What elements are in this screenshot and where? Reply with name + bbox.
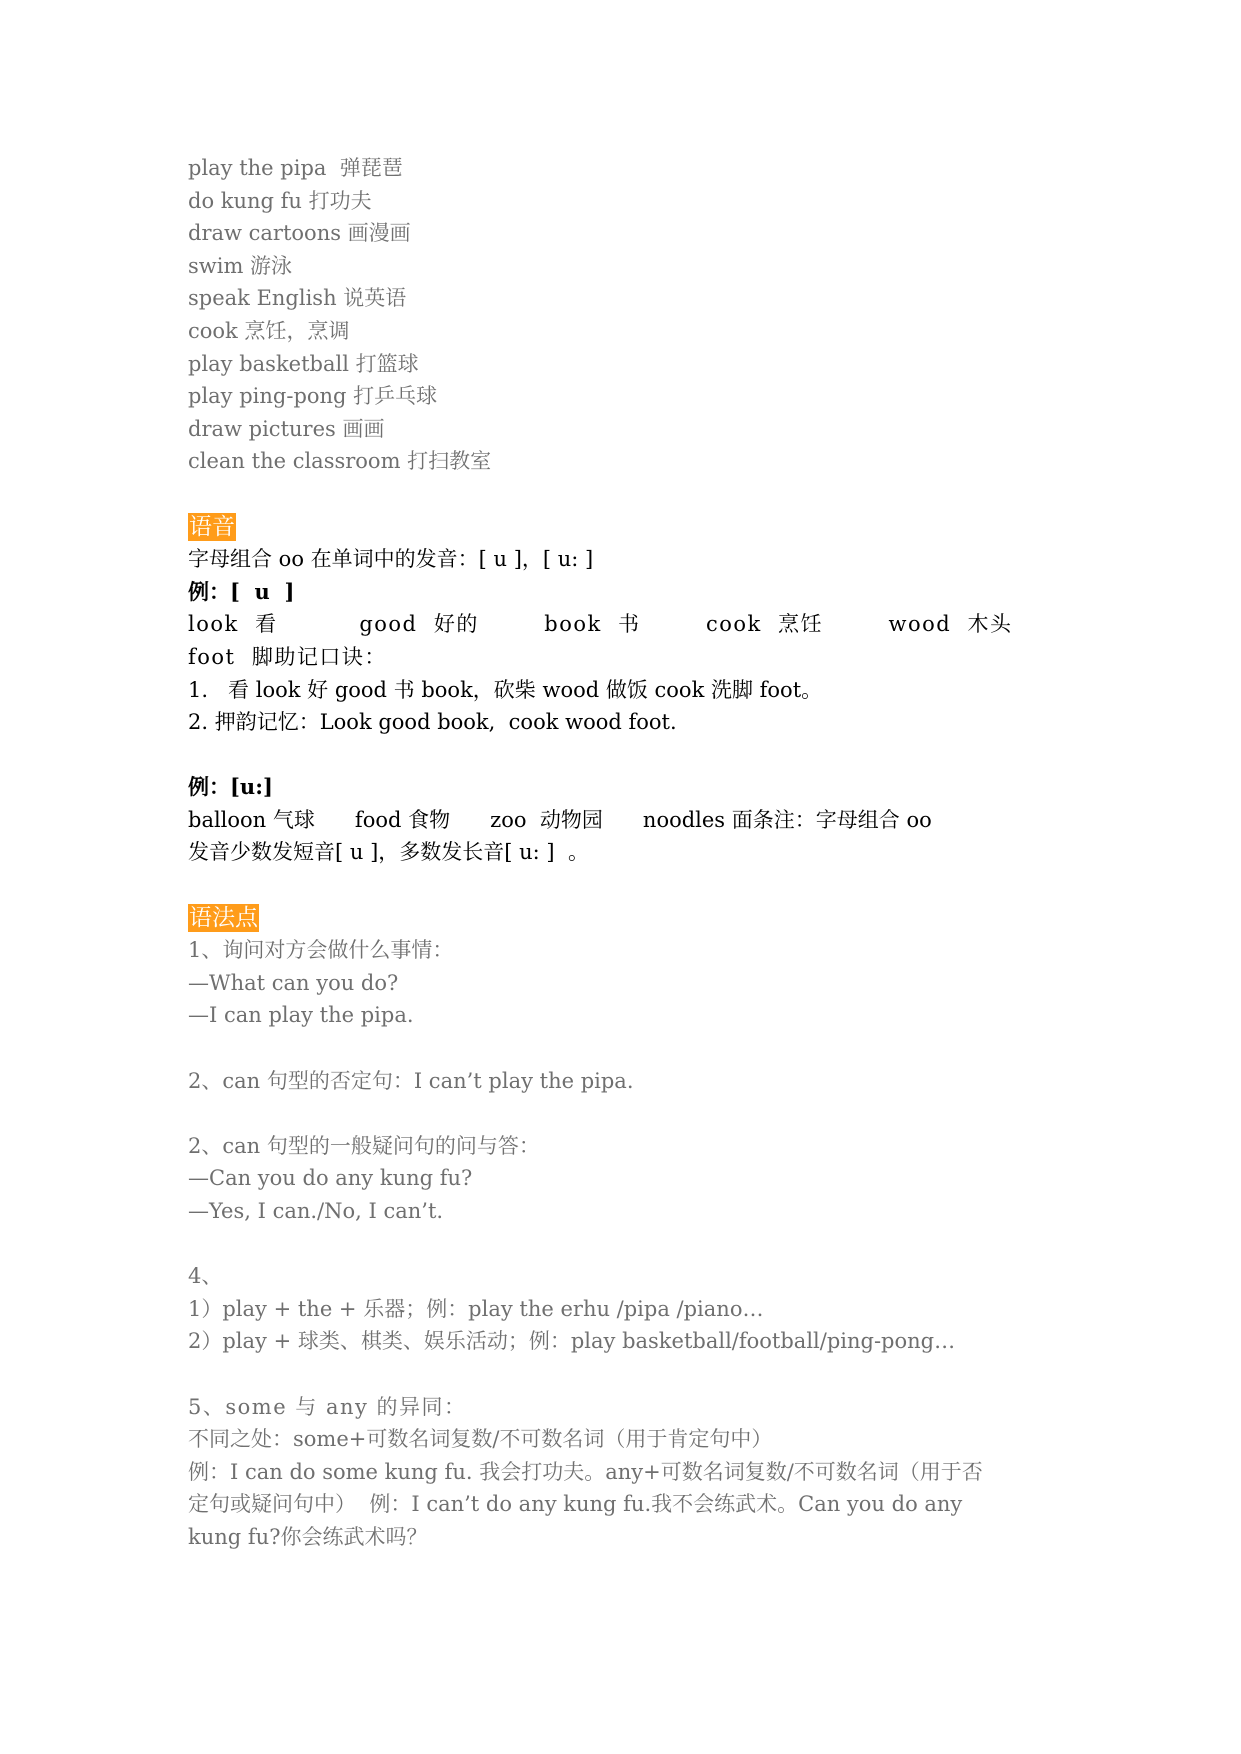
vocab-item: clean the classroom 打扫教室 — [188, 449, 492, 474]
vocab-item: do kung fu 打功夫 — [188, 188, 372, 213]
vocab-item: play ping-pong 打乒乓球 — [188, 384, 438, 409]
short-words-line: look 看 good 好的 book 书 cook 烹饪 wood 木头 — [188, 612, 1013, 637]
document-page — [188, 152, 1048, 1554]
vocab-item: draw pictures 画画 — [188, 416, 385, 441]
grammar-heading: 语法点 — [189, 904, 258, 931]
phonics-heading: 语音 — [189, 513, 235, 540]
grammar-rule: 2）play + 球类、棋类、娱乐活动；例：play basketball/football/ping-pong… — [188, 1329, 956, 1354]
memory-tip: 2. 押韵记忆：Look good book, cook wood foot. — [188, 710, 677, 735]
grammar-point-title: 4、 — [188, 1264, 223, 1289]
short-words-line: foot 脚助记口诀： — [188, 644, 387, 669]
vocab-item: swim 游泳 — [188, 253, 293, 278]
vocab-item: play the pipa 弹琵琶 — [188, 156, 403, 180]
dialog-line: —Can you do any kung fu? — [188, 1166, 473, 1191]
spacer — [188, 739, 1048, 772]
long-words-line: 发音少数发短音[ u ]，多数发长音[ u: ] 。 — [188, 840, 589, 865]
grammar-section — [188, 902, 1048, 1554]
long-words-line: balloon 气球 food 食物 zoo 动物园 noodles 面条注：字母组合 oo — [188, 807, 932, 832]
vocab-item: play basketball 打篮球 — [188, 351, 419, 376]
example-short-label: 例：[ u ] — [188, 578, 295, 604]
phonics-intro: 字母组合 oo 在单词中的发音：[ u ]，[ u: ] — [188, 547, 594, 572]
dialog-line: —Yes, I can./No, I can’t. — [188, 1199, 444, 1223]
vocab-item: speak English 说英语 — [188, 286, 407, 311]
dialog-line: —What can you do? — [188, 970, 399, 995]
grammar-point-title: 2、can 句型的否定句：I can’t play the pipa. — [188, 1068, 634, 1093]
grammar-rule: 定句或疑问句中） 例：I can’t do any kung fu.我不会练武术。Can you do any — [188, 1492, 963, 1517]
spacer — [188, 869, 1048, 902]
vocab-item: draw cartoons 画漫画 — [188, 221, 411, 246]
phonics-heading-line — [188, 511, 1048, 544]
vocab-list — [188, 152, 1048, 478]
example-long-label: 例：[u:] — [188, 774, 273, 800]
grammar-point-title: 1、询问对方会做什么事情： — [188, 938, 454, 963]
spacer — [188, 478, 1048, 511]
grammar-point-title: 2、can 句型的一般疑问句的问与答： — [188, 1133, 540, 1158]
memory-tip: 1. 看 look 好 good 书 book，砍柴 wood 做饭 cook 洗脚 foot。 — [188, 677, 823, 702]
grammar-point-title: 5、some 与 any 的异同： — [188, 1394, 467, 1419]
spacer — [188, 1097, 1048, 1130]
grammar-rule: 例：I can do some kung fu. 我会打功夫。any+可数名词复数/不可数名词（用于否 — [188, 1459, 983, 1484]
spacer — [188, 1032, 1048, 1065]
phonics-section — [188, 511, 1048, 870]
grammar-rule: 1）play + the + 乐器；例：play the erhu /pipa /piano… — [188, 1296, 764, 1321]
grammar-rule: kung fu?你会练武术吗？ — [188, 1524, 428, 1549]
spacer — [188, 1358, 1048, 1391]
grammar-rule: 不同之处：some+可数名词复数/不可数名词（用于肯定句中） — [188, 1427, 773, 1452]
grammar-heading-line — [188, 902, 1048, 935]
dialog-line: —I can play the pipa. — [188, 1003, 414, 1028]
vocab-item: cook 烹饪，烹调 — [188, 318, 350, 343]
spacer — [188, 1228, 1048, 1261]
